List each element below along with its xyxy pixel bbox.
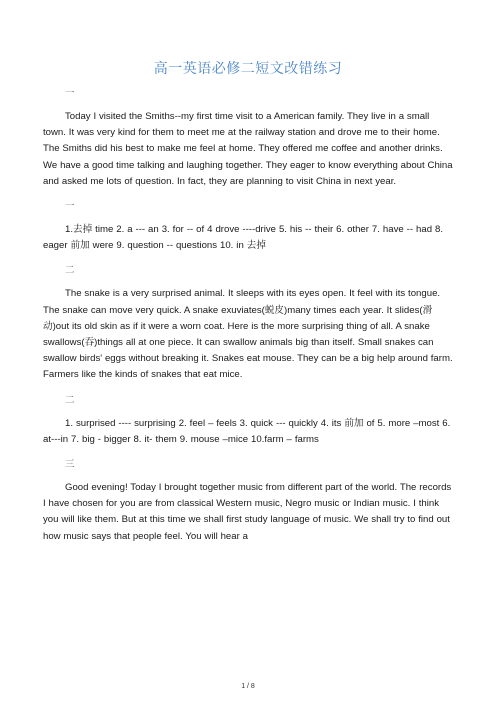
document-title: 高一英语必修二短文改错练习 [153,61,343,77]
page-number: 1 / 8 [241,683,255,690]
passage-2: The snake is a very surprised animal. It sleeps with its eyes open. It feel with its tongue. The snake can move very quick. A snake exuviates(蜕皮)many times each year. It slides(滑动)out its old skin as if it were a worn coat. Here is the more surprising thing of all. A snake swallows(吞)things all at one piece. It can swallow animals big than itself. Small snakes can swallow birds' eggs without breaking it. Snakes eat mouse. They can be a big help around farm. Farmers like the kinds of snakes that eat mice. [43,288,453,381]
answers-1: 1.去掉 time 2. a --- an 3. for -- of 4 drove ----drive 5. his -- their 6. other 7. have -- had 8. eager 前加 were 9. question -- questions 10. in 去掉 [43,224,443,252]
passage-1: Today I visited the Smiths--my first time visit to a American family. They live in a small town. It was very kind for them to meet me at the railway station and drove me to their home. The Smiths did his best to make me feel at home. They offered me coffee and another drinks. We have a good time talking and laughing together. They eager to know everything about China and asked me lots of question. In fact, they are planning to visit China in next year. [43,111,453,187]
section-heading-2: 二 [65,265,75,277]
passage-3: Good evening! Today I brought together music from different part of the world. The records I have chosen for you are from classical Western music, Negro music or Indian music. I think you will like them. But at this time we shall first study language of music. We shall try to find out how music says that people feel. You will hear a [43,482,452,542]
section-heading-3: 三 [65,459,75,471]
section-heading-1: 一 [65,88,75,99]
answers-2: 1. surprised ---- surprising 2. feel – feels 3. quick --- quickly 4. its 前加 of 5. more –most 6. at---in 7. big - bigger 8. it- them 9. mouse –mice 10.farm – farms [43,417,451,445]
section-heading-2-answers: 二 [65,394,75,406]
section-heading-1-answers: 一 [65,201,75,213]
